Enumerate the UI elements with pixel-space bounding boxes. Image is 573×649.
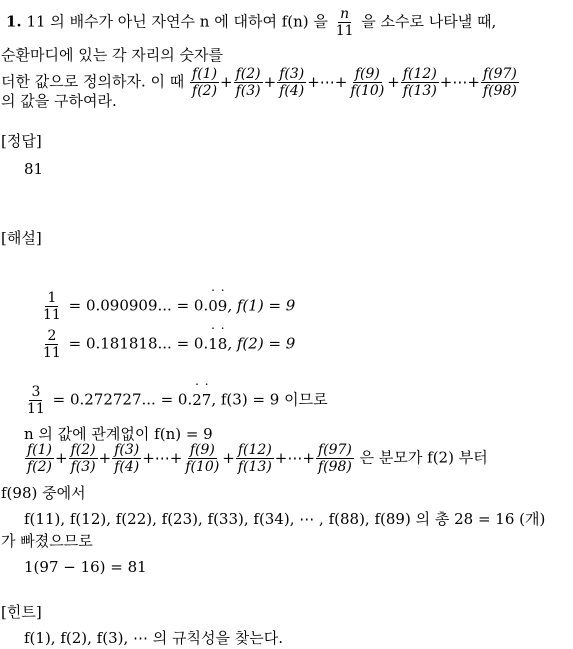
explanation-heading: [해설]	[1, 229, 42, 247]
problem-line-2: 순환마디에 있는 각 자리의 숫자를	[1, 46, 223, 64]
sum-fraction: $\frac{f(9)}{f(10)}$	[185, 442, 220, 476]
n-over-11-fraction: $\frac{n}{11}$	[335, 6, 354, 40]
sum-operator: +	[169, 448, 183, 467]
sum-fraction: $\frac{f(97)}{f(98)}$	[482, 66, 517, 100]
sum-fraction: $\frac{f(3)}{f(4)}$	[279, 66, 305, 100]
explanation-removed-line: 가 빠졌으므로	[1, 532, 93, 550]
explanation-sum-tail: 은 분모가 f(2) 부터	[359, 448, 488, 467]
sum-operator: +	[142, 448, 155, 467]
answer-value: 81	[24, 160, 44, 178]
explanation-list-line: f(11), f(12), f(22), f(23), f(33), f(34), ⋯ , f(88), f(89) 의 총 28 = 16 (개)	[24, 510, 546, 528]
equation-3: $\frac{3}{11}$ = 0.272727... = 0.˙ 2˙ 7, f(3) = 9 이므로	[24, 384, 328, 417]
sum-operator: ⋯	[319, 72, 335, 91]
problem-line-4: 의 값을 구하여라.	[1, 92, 117, 110]
sum-operator: +	[274, 448, 288, 467]
sum-operator: ⋯	[154, 448, 170, 467]
sum-fraction: $\frac{f(2)}{f(3)}$	[235, 66, 261, 100]
sum-operator: +	[55, 448, 68, 467]
sum-fraction: $\frac{f(97)}{f(98)}$	[317, 442, 352, 476]
sum-fraction: $\frac{f(12)}{f(13)}$	[237, 442, 272, 476]
sum-operator: +	[467, 72, 480, 91]
sum-fraction: $\frac{f(1)}{f(2)}$	[192, 66, 218, 100]
sum-fraction: $\frac{f(2)}{f(3)}$	[70, 442, 96, 476]
equation-2: $\frac{2}{11}$ = 0.181818... = 0.˙ 1˙ 8, f(2) = 9	[40, 328, 295, 361]
sum-operator: +	[263, 72, 277, 91]
problem-text-a: 11 의 배수가 아닌 자연수 n 에 대하여 f(n) 을	[26, 12, 328, 31]
sum-operator: +	[222, 448, 235, 467]
sum-fraction: $\frac{f(12)}{f(13)}$	[402, 66, 437, 100]
hint-heading: [힌트]	[1, 603, 42, 621]
sum-operator: +	[439, 72, 453, 91]
sum-operator: +	[98, 448, 112, 467]
explanation-sum-line	[24, 442, 488, 475]
sum-operator: +	[220, 72, 233, 91]
problem-number: 1.	[6, 12, 22, 31]
explanation-f98-line: f(98) 중에서	[1, 484, 86, 502]
sum-fraction: $\frac{f(9)}{f(10)}$	[350, 66, 385, 100]
equation-1: $\frac{1}{11}$ = 0.090909... = 0.˙ 0˙ 9, f(1) = 9	[40, 290, 295, 323]
problem-text-b: 을 소수로 나타낼 때,	[361, 12, 497, 31]
answer-heading: [정답]	[1, 132, 42, 150]
sum-operator: ⋯	[287, 448, 303, 467]
hint-text: f(1), f(2), f(3), ⋯ 의 규칙성을 찾는다.	[24, 629, 283, 647]
sum-operator: ⋯	[452, 72, 468, 91]
explanation-sum-expression	[24, 442, 355, 476]
sum-operator: +	[307, 72, 320, 91]
sum-fraction: $\frac{f(1)}{f(2)}$	[27, 442, 53, 476]
sum-operator: +	[302, 448, 315, 467]
problem-line-1	[6, 6, 496, 39]
explanation-n-line: n 의 값에 관계없이 f(n) = 9	[24, 425, 213, 443]
sum-operator: +	[334, 72, 348, 91]
sum-operator: +	[387, 72, 400, 91]
explanation-result: 1(97 − 16) = 81	[24, 558, 147, 576]
problem-line-3-text: 더한 값으로 정의하자. 이 때	[1, 72, 185, 91]
sum-fraction: $\frac{f(3)}{f(4)}$	[114, 442, 140, 476]
problem-sum-expression	[189, 66, 520, 100]
